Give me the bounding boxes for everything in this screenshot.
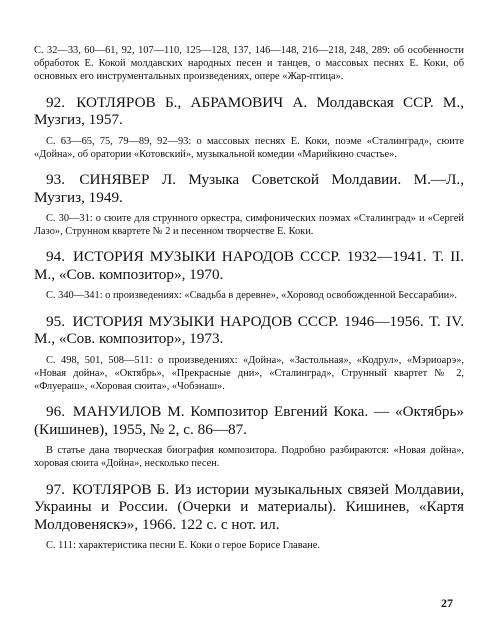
entry-93 — [34, 171, 464, 238]
entry-94 — [34, 248, 464, 302]
entry-heading — [34, 481, 464, 534]
entry-92 — [34, 94, 464, 161]
entry-note: С. 30—31: о сюите для струнного оркестра, симфонических поэмах «Сталинград» и «Сергей Лазо», Струнном квартете № 2 и песенном творчестве Е. Коки. — [34, 213, 464, 238]
entry-number: 97. — [46, 480, 65, 498]
page-body — [34, 44, 464, 552]
entry-heading — [34, 94, 464, 129]
entry-note: С. 111: характеристика песни Е. Коки о герое Борисе Главане. — [46, 540, 320, 552]
entry-title: МАНУИЛОВ М. Композитор Евгений Кока. — «Октябрь» (Кишинев), 1955, № 2, с. 86—87. — [34, 403, 464, 438]
entry-note: С. 498, 501, 508—511: о произведениях: «Дойна», «Застольная», «Кодрул», «Мэриоарэ», «Новая дойна», «Октябрь», «Прекрасные дни», «Сталинград», Струнный квартет № 2, «Флуераш», «Хоровая сюита», «Чобэнаш». — [34, 354, 464, 393]
entry-97 — [34, 481, 464, 553]
entry-title: ИСТОРИЯ МУЗЫКИ НАРОДОВ СССР. 1946—1956. Т. IV. М., «Сов. композитор», 1973. — [34, 312, 464, 348]
entry-note: В статье дана творческая биография композитора. Подробно разбираются: «Новая дойна», хоровая сюита «Дойна», несколько песен. — [34, 445, 464, 470]
entry-title: ИСТОРИЯ МУЗЫКИ НАРОДОВ СССР. 1932—1941. Т. II. М., «Сов. композитор», 1970. — [34, 248, 464, 283]
entry-title: КОТЛЯРОВ Б., АБРАМОВИЧ А. Молдавская ССР. М., Музгиз, 1957. — [34, 93, 464, 129]
entry-number: 94. — [46, 248, 65, 266]
intro-note: С. 32—33, 60—61, 92, 107—110, 125—128, 137, 146—148, 216—218, 248, 289: об особенности обработок Е. Кокой молдавских народных песен и танцев, о массовых песнях Е. Коки, об основных его инструментальных произведениях, опере «Жар-птица». — [34, 45, 464, 83]
entry-heading — [34, 313, 464, 348]
entry-number: 95. — [46, 312, 65, 330]
entry-heading — [34, 171, 464, 206]
entry-note: С. 340—341: о произведениях: «Свадьба в деревне», «Хоровод освобожденной Бессарабии». — [46, 290, 458, 302]
page-number: 27 — [441, 596, 453, 610]
entry-95 — [34, 313, 464, 394]
entry-number: 92. — [46, 93, 65, 111]
entry-heading — [34, 248, 464, 283]
entry-heading — [34, 403, 464, 438]
entry-note: С. 63—65, 75, 79—89, 92—93: о массовых песнях Е. Коки, поэме «Сталинград», сюите «Дойна», об оратории «Котовский», музыкальной комедии «Марийкино счастье». — [34, 135, 464, 160]
entry-number: 96. — [46, 403, 65, 421]
entry-96 — [34, 403, 464, 470]
entry-title: КОТЛЯРОВ Б. Из истории музыкальных связей Молдавии, Украины и России. (Очерки и материалы). Кишинев, «Картя Молдовеняскэ», 1966. 122 с. с нот. ил. — [34, 480, 464, 533]
entry-title: СИНЯВЕР Л. Музыка Советской Молдавии. М.—Л., Музгиз, 1949. — [34, 171, 464, 206]
entry-number: 93. — [46, 171, 65, 189]
